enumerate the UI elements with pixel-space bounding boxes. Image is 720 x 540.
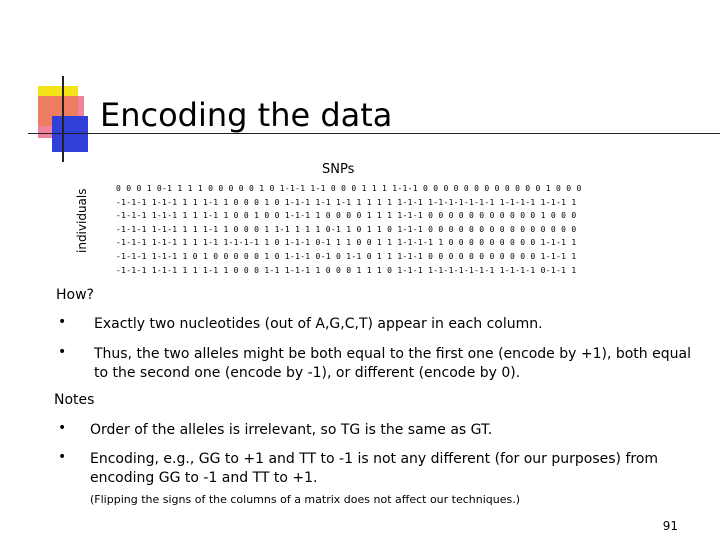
decor-blue-square (52, 116, 88, 152)
slide-title: Encoding the data (100, 96, 393, 134)
matrix-row: -1-1-1 1-1-1 1 1 1-1 1 0 0 0 1-1 1-1-1 1 0 0 0 1 1 1 0 1-1-1 1-1-1-1-1-1-1 1-1-1-1 0-1-1 1 (116, 265, 577, 275)
matrix-row: -1-1-1 1-1-1 1 1 1-1 1-1-1-1 1 0 1-1-1 0-1 1 1 0 0 1 1 1-1-1-1 1 0 0 0 0 0 0 0 0 0 1-1-1 1 (116, 238, 577, 248)
notes-bullet-2: Encoding, e.g., GG to +1 and TT to -1 is not any different (for our purposes) from encoding GG to -1 and TT to +1. (90, 451, 659, 486)
matrix-row: 0 0 0 1 0-1 1 1 1 0 0 0 0 0 1 0 1-1-1 1-1 0 0 0 1 1 1 1-1-1 0 0 0 0 0 0 0 0 0 0 0 0 1 0 0 0 (116, 184, 582, 193)
how-bullet-1: Exactly two nucleotides (out of A,G,C,T) appear in each column. (94, 316, 543, 332)
matrix-row: -1-1-1 1-1-1 1 1 1-1 1 0 0 0 1 1-1 1 1 1 0-1 1 0 1 1 0 1-1-1 0 0 0 0 0 0 0 0 0 0 0 0 0 0 0 (116, 224, 577, 234)
page-number: 91 (662, 519, 678, 533)
bullet-dot: • (58, 449, 67, 465)
how-bullet-2: Thus, the two alleles might be both equal to the first one (encode by +1), both equal to the second one (encode by -1), or different (encode by 0). (94, 346, 691, 381)
matrix-row: -1-1-1 1-1-1 1 1 1-1 1 0 0 0 1 0 1-1-1 1-1 1-1 1 1 1 1 1-1-1 1-1-1-1-1-1-1 1-1-1-1 1-1-1 1 (116, 197, 577, 207)
bullet-dot: • (58, 344, 67, 360)
genotype-matrix (116, 182, 582, 277)
notes-bullet-1: Order of the alleles is irrelevant, so TG is the same as GT. (90, 422, 493, 438)
snps-label: SNPs (322, 162, 355, 177)
matrix-row: -1-1-1 1-1-1 1 0 1 0 0 0 0 0 1 0 1-1-1 0-1 0 1-1 0 1 1 1-1-1 0 0 0 0 0 0 0 0 0 0 0 1-1-1 1 (116, 251, 577, 261)
decor-vertical-line (62, 76, 64, 162)
how-heading: How? (56, 287, 94, 303)
small-note: (Flipping the signs of the columns of a matrix does not affect our techniques.) (90, 493, 521, 506)
notes-heading: Notes (54, 392, 95, 408)
matrix-row: -1-1-1 1-1-1 1 1 1-1 1 0 0 1 0 0 1-1-1 1 0 0 0 0 1 1 1 1-1-1 0 0 0 0 0 0 0 0 0 0 0 1 0 0 0 (116, 211, 577, 221)
bullet-dot: • (58, 314, 67, 330)
individuals-label: individuals (75, 188, 89, 253)
bullet-dot: • (58, 420, 67, 436)
